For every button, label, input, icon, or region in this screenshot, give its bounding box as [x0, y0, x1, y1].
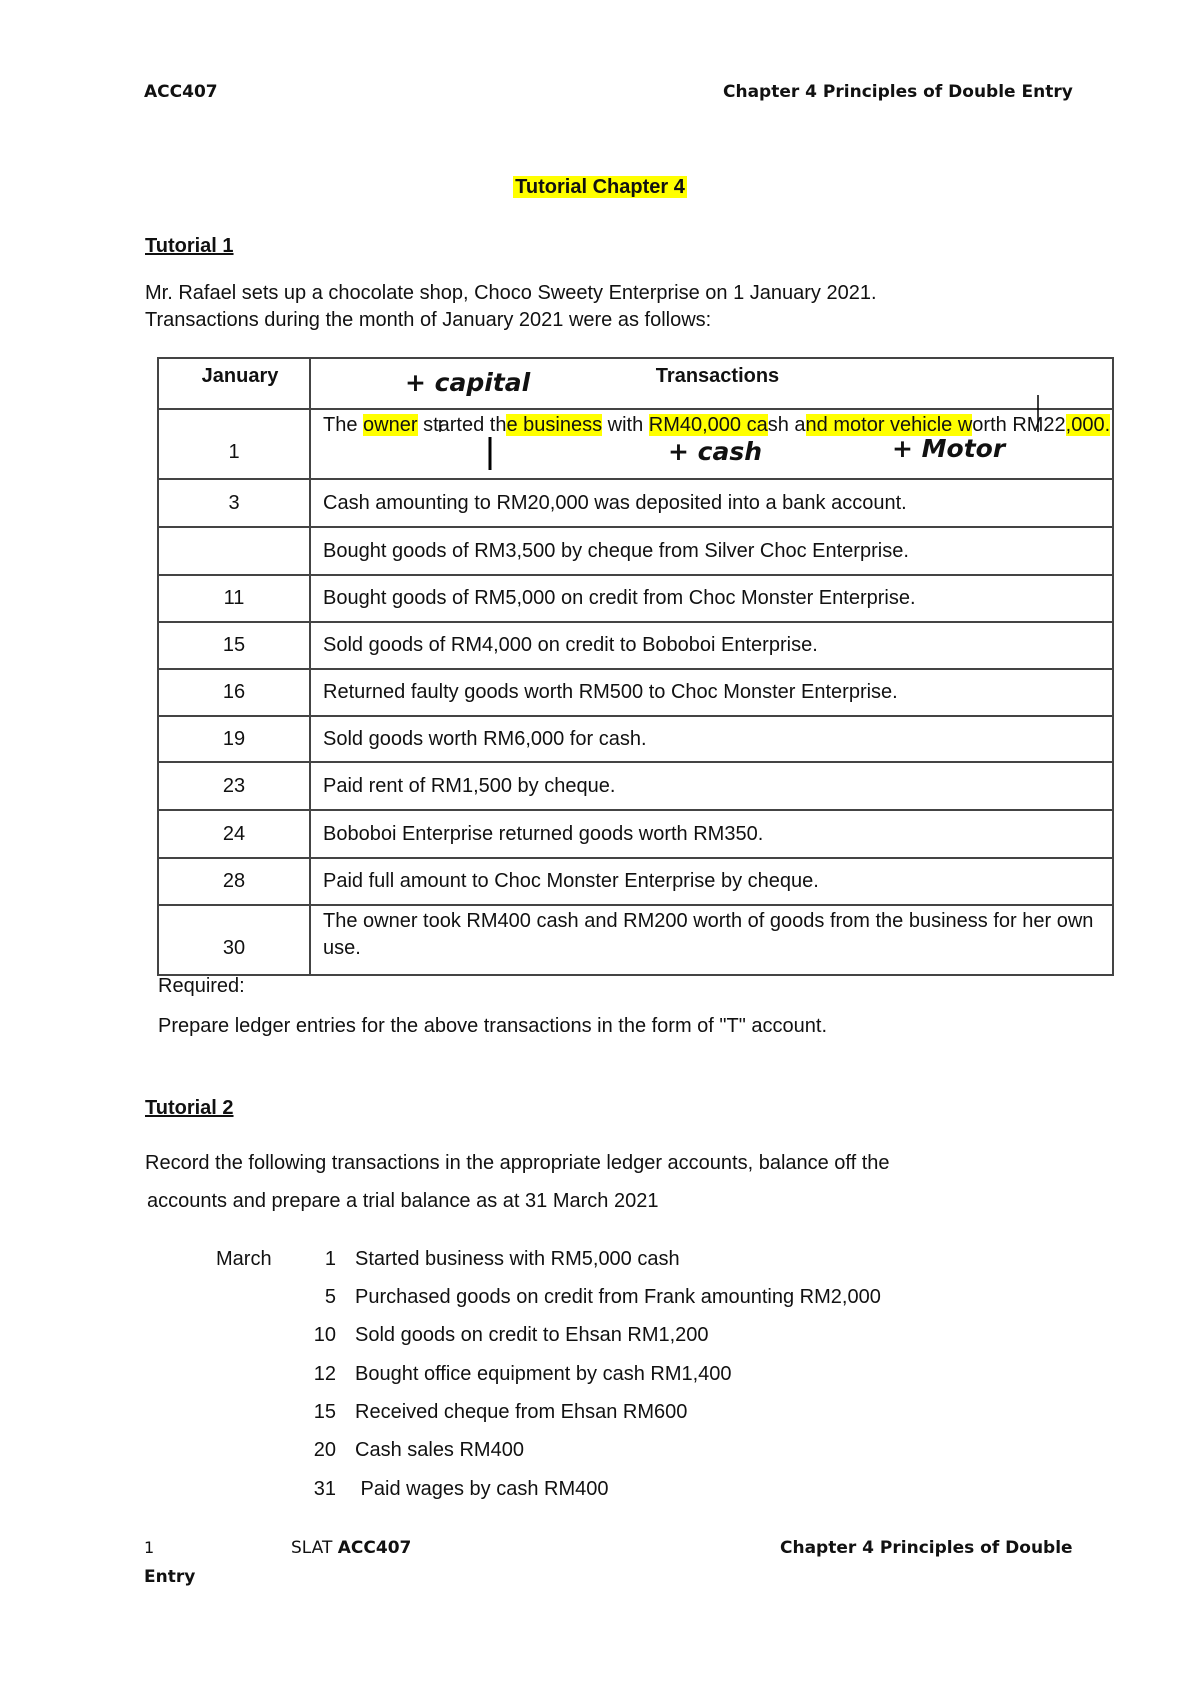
table-row — [158, 810, 1113, 858]
footer-chapter: Chapter 4 Principles of Double — [780, 1538, 1073, 1558]
item-day: 31 — [313, 1478, 336, 1500]
row-text: Bought goods of RM3,500 by cheque from Silver Choc Enterprise. — [310, 527, 1113, 575]
row-day: 16 — [158, 669, 310, 716]
annotation-motor: + Motor — [892, 434, 1006, 463]
item-day: 15 — [313, 1401, 336, 1423]
col-header-january: January — [158, 358, 310, 409]
item-text: Sold goods on credit to Ehsan RM1,200 — [355, 1324, 709, 1346]
header-right: Chapter 4 Principles of Double Entry — [723, 82, 1073, 102]
row-text: Paid rent of RM1,500 by cheque. — [310, 762, 1113, 810]
required-label: Required: — [158, 975, 245, 997]
annotation-capital: + capital — [405, 368, 531, 397]
row-text: The owner took RM400 cash and RM200 worth of goods from the business for her own use. — [310, 905, 1113, 975]
row-day: 1 — [158, 409, 310, 479]
row-text: Sold goods of RM4,000 on credit to Boboboi Enterprise. — [310, 622, 1113, 669]
row-day: 28 — [158, 858, 310, 905]
item-day: 12 — [313, 1363, 336, 1385]
row-day: 23 — [158, 762, 310, 810]
table-row — [158, 762, 1113, 810]
item-day: 20 — [313, 1439, 336, 1461]
table-row — [158, 479, 1113, 527]
tutorial2-heading: Tutorial 2 — [145, 1097, 234, 1119]
row-day: 3 — [158, 479, 310, 527]
table-row — [158, 575, 1113, 622]
table-row — [158, 716, 1113, 762]
table-row — [158, 669, 1113, 716]
row-text: Boboboi Enterprise returned goods worth RM350. — [310, 810, 1113, 858]
table-row — [158, 622, 1113, 669]
row-day: 11 — [158, 575, 310, 622]
required-text: Prepare ledger entries for the above transactions in the form of "T" account. — [158, 1015, 827, 1037]
table-row — [158, 858, 1113, 905]
tutorial2-intro-line2: accounts and prepare a trial balance as at 31 March 2021 — [147, 1190, 659, 1212]
table-row — [158, 527, 1113, 575]
row-day: 30 — [158, 905, 310, 975]
item-text: Paid wages by cash RM400 — [355, 1478, 609, 1500]
annotation-cash: + cash — [668, 437, 763, 466]
tutorial1-heading: Tutorial 1 — [145, 235, 234, 257]
row-text: Bought goods of RM5,000 on credit from Choc Monster Enterprise. — [310, 575, 1113, 622]
row-text: Cash amounting to RM20,000 was deposited into a bank account. — [310, 479, 1113, 527]
row-day: 24 — [158, 810, 310, 858]
item-text: Received cheque from Ehsan RM600 — [355, 1401, 688, 1423]
table-row — [158, 905, 1113, 975]
row-text: Sold goods worth RM6,000 for cash. — [310, 716, 1113, 762]
footer-page-number: 1 — [144, 1538, 155, 1557]
footer-code-prefix: SLAT — [291, 1538, 338, 1558]
footer-chapter-cont: Entry — [144, 1567, 196, 1587]
page-title-text: Tutorial Chapter 4 — [515, 176, 685, 198]
row-day — [158, 527, 310, 575]
footer-code — [291, 1538, 411, 1558]
row-text-highlighted: The owner started the business with RM40,000 cash and motor vehicle worth RM22,000. — [323, 414, 1111, 436]
tutorial1-intro-line2: Transactions during the month of January 2021 were as follows: — [145, 309, 712, 331]
footer-code-value: ACC407 — [337, 1538, 412, 1558]
page-title — [0, 176, 1200, 199]
item-day: 5 — [324, 1286, 336, 1308]
header-left: ACC407 — [144, 82, 218, 102]
item-text: Bought office equipment by cash RM1,400 — [355, 1363, 732, 1385]
col-header-transactions: Transactions — [310, 358, 1113, 409]
row-day: 15 — [158, 622, 310, 669]
item-text: Purchased goods on credit from Frank amounting RM2,000 — [355, 1286, 881, 1308]
item-day: 1 — [324, 1248, 336, 1270]
row-text: Paid full amount to Choc Monster Enterprise by cheque. — [310, 858, 1113, 905]
item-text: Started business with RM5,000 cash — [355, 1248, 680, 1270]
row-day: 19 — [158, 716, 310, 762]
tutorial2-intro-line1: Record the following transactions in the appropriate ledger accounts, balance off the — [145, 1152, 890, 1174]
tutorial1-intro-line1: Mr. Rafael sets up a chocolate shop, Choco Sweety Enterprise on 1 January 2021. — [145, 282, 877, 304]
row-text: Returned faulty goods worth RM500 to Choc Monster Enterprise. — [310, 669, 1113, 716]
item-day: 10 — [313, 1324, 336, 1346]
month-label: March — [216, 1248, 272, 1270]
item-text: Cash sales RM400 — [355, 1439, 524, 1461]
